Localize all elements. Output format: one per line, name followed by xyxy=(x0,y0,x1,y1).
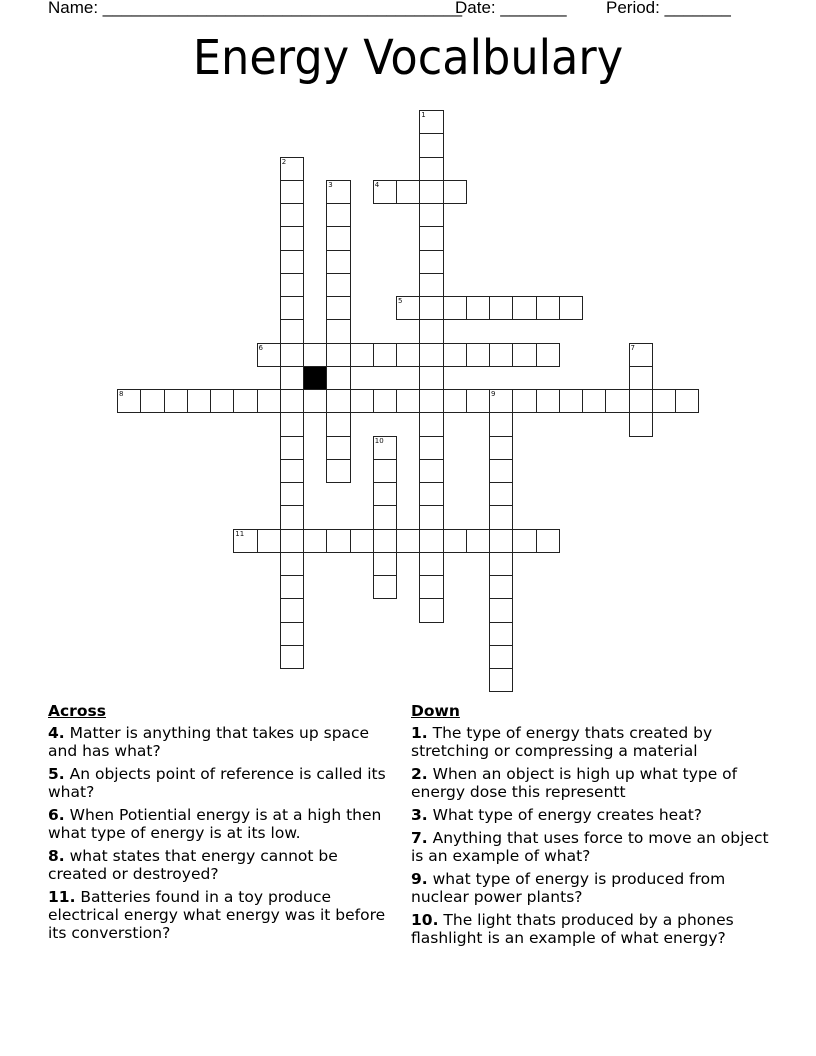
grid-cell[interactable] xyxy=(489,645,513,669)
grid-cell[interactable] xyxy=(652,389,676,413)
grid-cell[interactable] xyxy=(419,203,443,227)
grid-cell[interactable] xyxy=(280,180,304,204)
grid-cell[interactable] xyxy=(210,389,234,413)
grid-cell[interactable] xyxy=(396,296,420,320)
clue-number-label: 6 xyxy=(258,343,263,352)
grid-cell[interactable] xyxy=(373,529,397,553)
clue-down-9 xyxy=(411,870,781,906)
clue-number: 9. xyxy=(411,870,428,888)
grid-cell[interactable] xyxy=(257,343,281,367)
grid-cell[interactable] xyxy=(466,529,490,553)
grid-cell[interactable] xyxy=(466,343,490,367)
grid-cell[interactable] xyxy=(629,389,653,413)
grid-cell[interactable] xyxy=(373,389,397,413)
grid-cell[interactable] xyxy=(280,389,304,413)
clue-text: An objects point of reference is called its what? xyxy=(48,765,386,801)
grid-cell[interactable] xyxy=(280,598,304,622)
grid-cell[interactable] xyxy=(280,645,304,669)
grid-cell[interactable] xyxy=(443,180,467,204)
clue-number: 2. xyxy=(411,765,428,783)
grid-cell[interactable] xyxy=(326,389,350,413)
grid-cell[interactable] xyxy=(536,389,560,413)
clue-number-label: 11 xyxy=(235,529,245,538)
grid-cell[interactable] xyxy=(233,529,257,553)
grid-cell[interactable] xyxy=(280,157,304,181)
grid-cell[interactable] xyxy=(419,412,443,436)
clue-text: Matter is anything that takes up space and has what? xyxy=(48,724,370,760)
clue-number-label: 10 xyxy=(374,436,384,445)
grid-cell[interactable] xyxy=(536,343,560,367)
grid-cell[interactable] xyxy=(443,389,467,413)
clue-number-label: 5 xyxy=(398,297,403,305)
clue-across-4 xyxy=(48,724,393,760)
grid-cell[interactable] xyxy=(489,668,513,692)
grid-cell[interactable] xyxy=(466,389,490,413)
grid-cell[interactable] xyxy=(326,180,350,204)
grid-cell[interactable] xyxy=(489,529,513,553)
grid-cell[interactable] xyxy=(512,529,536,553)
grid-cell[interactable] xyxy=(326,459,350,483)
clue-text: The light thats produced by a phones flashlight is an example of what energy? xyxy=(411,911,734,947)
clue-text: What type of energy creates heat? xyxy=(432,806,702,824)
grid-cell[interactable] xyxy=(419,343,443,367)
grid-cell[interactable] xyxy=(280,622,304,646)
grid-cell[interactable] xyxy=(419,529,443,553)
grid-cell[interactable] xyxy=(396,389,420,413)
grid-cell[interactable] xyxy=(280,203,304,227)
clue-number: 6. xyxy=(48,806,65,824)
clue-number-label: 4 xyxy=(374,180,380,189)
grid-cell[interactable] xyxy=(326,343,350,367)
clue-text: Batteries found in a toy produce electrical energy what energy was it before its converstion? xyxy=(48,888,386,942)
name-field[interactable]: Name: ______________________________________ xyxy=(48,0,463,17)
grid-cell[interactable] xyxy=(419,598,443,622)
grid-cell[interactable] xyxy=(326,226,350,250)
grid-cell[interactable] xyxy=(466,296,490,320)
grid-cell[interactable] xyxy=(419,226,443,250)
grid-cell[interactable] xyxy=(280,459,304,483)
clue-number-label: 2 xyxy=(281,157,287,166)
grid-cell[interactable] xyxy=(443,529,467,553)
grid-cell[interactable] xyxy=(489,343,513,367)
grid-cell[interactable] xyxy=(257,529,281,553)
clue-text: The type of energy thats created by stretching or compressing a material xyxy=(411,724,713,760)
grid-cell[interactable] xyxy=(233,389,257,413)
grid-cell[interactable] xyxy=(419,389,443,413)
grid-cell[interactable] xyxy=(326,273,350,297)
grid-cell[interactable] xyxy=(373,459,397,483)
grid-cell[interactable] xyxy=(280,412,304,436)
grid-cell[interactable] xyxy=(280,482,304,506)
grid-cell[interactable] xyxy=(326,319,350,343)
clue-number: 11. xyxy=(48,888,76,906)
grid-cell[interactable] xyxy=(489,436,513,460)
grid-cell[interactable] xyxy=(419,273,443,297)
grid-cell[interactable] xyxy=(303,529,327,553)
grid-cell[interactable] xyxy=(326,366,350,390)
grid-cell[interactable] xyxy=(187,389,211,413)
grid-cell[interactable] xyxy=(419,133,443,157)
grid-cell[interactable] xyxy=(489,622,513,646)
grid-cell[interactable] xyxy=(396,343,420,367)
grid-cell[interactable] xyxy=(326,529,350,553)
grid-cell[interactable] xyxy=(373,343,397,367)
grid-cell[interactable] xyxy=(419,157,443,181)
grid-cell[interactable] xyxy=(629,343,653,367)
grid-cell[interactable] xyxy=(326,203,350,227)
grid-cell[interactable] xyxy=(280,575,304,599)
clue-text: When Potiential energy is at a high then what type of energy is at its low. xyxy=(48,806,382,842)
grid-cell[interactable] xyxy=(280,505,304,529)
grid-cell[interactable] xyxy=(280,529,304,553)
grid-cell[interactable] xyxy=(280,552,304,576)
grid-cell[interactable] xyxy=(280,366,304,390)
grid-cell[interactable] xyxy=(512,296,536,320)
grid-cell[interactable] xyxy=(582,389,606,413)
grid-cell[interactable] xyxy=(419,482,443,506)
grid-cell[interactable] xyxy=(280,250,304,274)
grid-cell[interactable] xyxy=(280,273,304,297)
grid-cell[interactable] xyxy=(512,343,536,367)
down-heading: Down xyxy=(411,702,460,720)
clue-down-7 xyxy=(411,829,781,865)
clue-across-8 xyxy=(48,847,393,883)
clue-number: 3. xyxy=(411,806,428,824)
page-title: Energy Vocalbulary xyxy=(192,30,624,86)
grid-cell[interactable] xyxy=(489,389,513,413)
grid-cell[interactable] xyxy=(419,436,443,460)
grid-cell[interactable] xyxy=(164,389,188,413)
clue-number: 8. xyxy=(48,847,65,865)
clue-number-label: 3 xyxy=(328,180,333,189)
clue-down-1 xyxy=(411,724,781,760)
clue-number: 10. xyxy=(411,911,439,929)
grid-cell[interactable] xyxy=(489,482,513,506)
grid-cell[interactable] xyxy=(629,412,653,436)
grid-cell[interactable] xyxy=(280,319,304,343)
clue-number: 4. xyxy=(48,724,65,742)
grid-cell[interactable] xyxy=(303,343,327,367)
grid-cell[interactable] xyxy=(489,505,513,529)
grid-cell[interactable] xyxy=(419,505,443,529)
clue-text: Anything that uses force to move an object is an example of what? xyxy=(411,829,769,865)
clue-number: 1. xyxy=(411,724,428,742)
grid-cell[interactable] xyxy=(489,296,513,320)
grid-cell[interactable] xyxy=(419,575,443,599)
grid-cell[interactable] xyxy=(419,110,443,134)
grid-cell[interactable] xyxy=(512,389,536,413)
grid-cell[interactable] xyxy=(675,389,699,413)
grid-cell[interactable] xyxy=(326,250,350,274)
grid-cell[interactable] xyxy=(257,389,281,413)
grid-cell[interactable] xyxy=(443,296,467,320)
across-clues xyxy=(48,702,393,947)
grid-cell[interactable] xyxy=(280,296,304,320)
clue-down-2 xyxy=(411,765,781,801)
clue-number-label: 7 xyxy=(630,343,635,352)
grid-cell[interactable] xyxy=(373,482,397,506)
grid-cell[interactable] xyxy=(559,389,583,413)
clue-number-label: 9 xyxy=(491,390,496,398)
grid-cell[interactable] xyxy=(419,552,443,576)
grid-cell[interactable] xyxy=(280,436,304,460)
clue-across-11 xyxy=(48,888,393,942)
clue-down-10 xyxy=(411,911,781,947)
grid-cell[interactable] xyxy=(350,343,374,367)
clue-text: what type of energy is produced from nuclear power plants? xyxy=(411,870,726,906)
clue-across-5 xyxy=(48,765,393,801)
grid-cell[interactable] xyxy=(489,575,513,599)
date-field[interactable]: Date: _______ xyxy=(455,0,567,17)
grid-cell[interactable] xyxy=(489,552,513,576)
clue-text: When an object is high up what type of energy dose this representt xyxy=(411,765,738,801)
clue-number-label: 8 xyxy=(119,390,124,398)
grid-cell[interactable] xyxy=(373,575,397,599)
grid-cell[interactable] xyxy=(326,436,350,460)
grid-cell[interactable] xyxy=(489,459,513,483)
grid-cell[interactable] xyxy=(629,366,653,390)
grid-cell[interactable] xyxy=(373,505,397,529)
grid-cell[interactable] xyxy=(303,389,327,413)
grid-cell[interactable] xyxy=(373,180,397,204)
grid-cell[interactable] xyxy=(419,180,443,204)
grid-cell[interactable] xyxy=(396,529,420,553)
grid-cell[interactable] xyxy=(489,412,513,436)
down-clues xyxy=(411,702,781,952)
grid-cell[interactable] xyxy=(419,459,443,483)
grid-cell[interactable] xyxy=(326,412,350,436)
grid-cell[interactable] xyxy=(419,366,443,390)
grid-cell[interactable] xyxy=(350,529,374,553)
black-cell xyxy=(303,366,327,390)
grid-cell[interactable] xyxy=(117,389,141,413)
grid-cell[interactable] xyxy=(280,226,304,250)
clue-number-label: 1 xyxy=(421,111,426,119)
grid-cell[interactable] xyxy=(280,343,304,367)
clue-number: 7. xyxy=(411,829,428,847)
clue-text: what states that energy cannot be created or destroyed? xyxy=(48,847,338,883)
grid-cell[interactable] xyxy=(419,319,443,343)
across-heading: Across xyxy=(48,702,106,720)
grid-cell[interactable] xyxy=(396,180,420,204)
grid-cell[interactable] xyxy=(373,436,397,460)
grid-cell[interactable] xyxy=(419,296,443,320)
grid-cell[interactable] xyxy=(489,598,513,622)
grid-cell[interactable] xyxy=(373,552,397,576)
clue-number: 5. xyxy=(48,765,65,783)
grid-cell[interactable] xyxy=(350,389,374,413)
clue-down-3 xyxy=(411,806,781,824)
grid-cell[interactable] xyxy=(419,250,443,274)
clue-across-6 xyxy=(48,806,393,842)
grid-cell[interactable] xyxy=(536,296,560,320)
grid-cell[interactable] xyxy=(443,343,467,367)
grid-cell[interactable] xyxy=(140,389,164,413)
grid-cell[interactable] xyxy=(605,389,629,413)
grid-cell[interactable] xyxy=(536,529,560,553)
grid-cell[interactable] xyxy=(559,296,583,320)
grid-cell[interactable] xyxy=(326,296,350,320)
period-field[interactable]: Period: _______ xyxy=(606,0,731,17)
